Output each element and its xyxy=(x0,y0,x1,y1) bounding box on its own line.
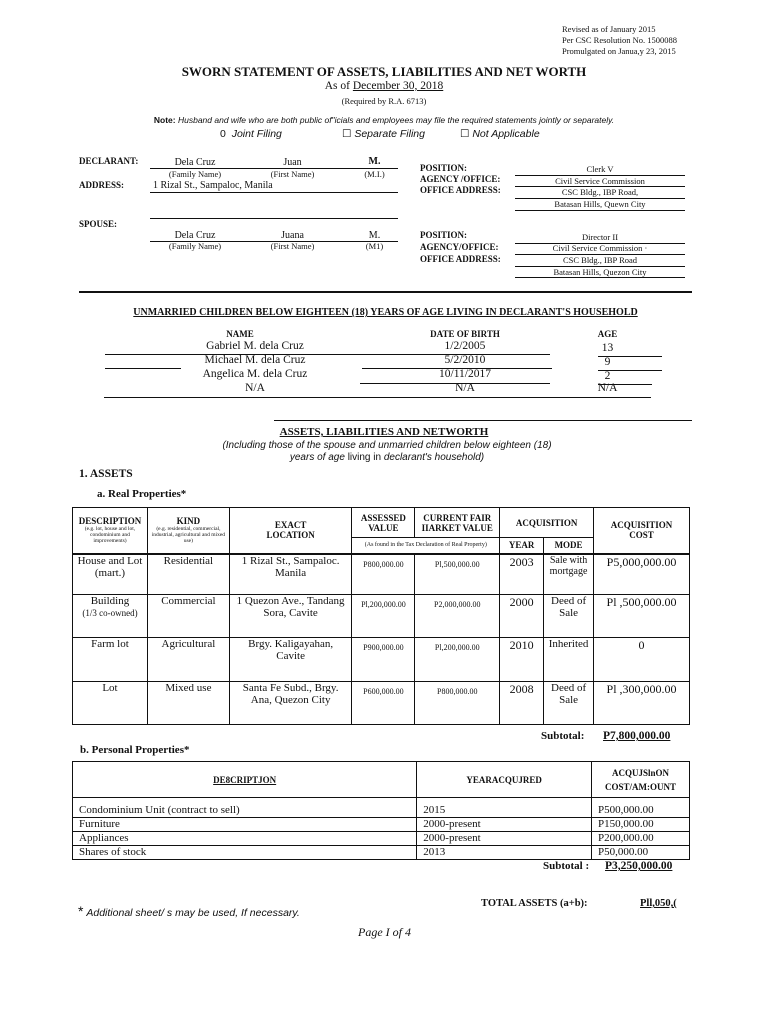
cell-mode: Inherited xyxy=(544,638,594,682)
cell-year: 2013 xyxy=(417,845,592,859)
col-assessed-label-1: ASSESSED xyxy=(360,512,406,523)
cell-year: 2000-present xyxy=(417,831,592,845)
cell-mode: Sale with mortgage xyxy=(544,554,594,595)
note-label: Note: xyxy=(153,115,176,125)
child-dob: 10/11/2017 xyxy=(439,368,491,380)
declarant-office-label: OFFICE ADDRESS: xyxy=(420,185,501,195)
child-age: 2 xyxy=(604,370,611,382)
col-description xyxy=(73,762,417,798)
cell-fair-value: P2,000,000.00 xyxy=(415,595,500,638)
cell-kind: Mixed use xyxy=(147,682,229,725)
cell-description: Furniture xyxy=(73,817,417,831)
alnw-sub-1: (Including those of the spouse and unmarried children below eighteen (18) xyxy=(222,440,552,451)
total-assets-label: TOTAL ASSETS (a+b): xyxy=(481,898,588,909)
col-kind-hint: (e.g. residential, commercial, industrial, agricultural and mixed use) xyxy=(151,526,226,545)
cell-description xyxy=(73,595,148,638)
real-subtotal: P7,800,000.00 xyxy=(603,730,671,742)
declarant-agency: Civil Service Commission xyxy=(555,176,645,186)
col-location xyxy=(229,508,352,554)
list-item xyxy=(100,340,660,354)
real-properties-heading: a. Real Properties* xyxy=(97,488,187,500)
declarant-first-name: Juan xyxy=(283,157,302,168)
footnote xyxy=(78,903,300,919)
cell-location: 1 Quezon Ave., Tandang Sora, Cavite xyxy=(229,595,352,638)
cell-cost: 0 xyxy=(594,638,690,682)
list-item xyxy=(100,354,660,368)
cell-cost: P150,000.00 xyxy=(592,817,690,831)
list-item xyxy=(100,382,660,396)
col-assessed-label-2: VALUE xyxy=(368,522,399,533)
separate-filing-checkbox[interactable]: ☐ xyxy=(342,128,352,140)
revision-line-2: Per CSC Resolution No. 1500088 xyxy=(562,35,677,45)
cell-year: 2010 xyxy=(500,638,544,682)
col-kind xyxy=(147,508,229,554)
declarant-mi: M. xyxy=(368,156,381,167)
cell-fair-value: Pl,200,000.00 xyxy=(415,638,500,682)
child-name: N/A xyxy=(245,382,265,394)
list-item xyxy=(100,368,660,382)
as-of-date: December 30, 2018 xyxy=(352,80,444,92)
child-dob: 1/2/2005 xyxy=(444,340,486,352)
cell-assessed: P900,000.00 xyxy=(352,638,415,682)
separate-filing-label: Separate Filing xyxy=(354,128,425,140)
col-location-label-2: LOCATION xyxy=(266,530,315,541)
real-subtotal-label: Subtotal: xyxy=(541,730,585,742)
declarant-agency-label: AGENCY /OFFICE: xyxy=(420,174,501,184)
declarant-office-address-1: CSC Bldg., IBP Road, xyxy=(561,187,639,197)
as-of-label: As of xyxy=(324,80,350,92)
not-applicable-checkbox[interactable]: ☐ xyxy=(460,128,470,140)
declarant-family-caption: (Family Name) xyxy=(168,169,222,179)
children-col-dob: DATE OF BIRTH xyxy=(430,329,500,339)
spouse-position: Director II xyxy=(581,232,619,242)
cell-location: 1 Rizal St., Sampaloc. Manila xyxy=(229,554,352,595)
child-name: Michael M. dela Cruz xyxy=(204,354,306,366)
spouse-label: SPOUSE: xyxy=(79,219,118,229)
spouse-office-address-1: CSC Bldg., IBP Road xyxy=(562,255,638,265)
col-cost xyxy=(592,762,690,798)
child-age: N/A xyxy=(597,382,618,394)
table-row xyxy=(73,595,690,638)
page-title: SWORN STATEMENT OF ASSETS, LIABILITIES AND NET WORTH xyxy=(181,64,587,79)
revision-note xyxy=(562,24,677,57)
col-description xyxy=(73,508,148,554)
cell-description: Lot xyxy=(73,682,148,725)
cell-description: Shares of stock xyxy=(73,845,417,859)
table-row xyxy=(73,817,690,831)
cell-mode: Deed of Sale xyxy=(544,595,594,638)
declarant-position: Clerk V xyxy=(586,164,614,174)
declarant-label: DECLARANT: xyxy=(79,156,139,166)
cell-cost: P50,000.00 xyxy=(592,845,690,859)
spouse-agency: Civil Service Commission · xyxy=(552,243,648,253)
table-row xyxy=(73,845,690,859)
cell-year: 2000-present xyxy=(417,817,592,831)
cell-fair-value: Pl,500,000.00 xyxy=(415,554,500,595)
alnw-heading: ASSETS, LIABILITIES AND NETWORTH xyxy=(279,426,489,438)
col-fair-label-2: IIARKET VALUE xyxy=(421,522,493,533)
cell-assessed: P600,000.00 xyxy=(352,682,415,725)
cell-year: 2015 xyxy=(417,804,592,818)
cell-cost: P200,000.00 xyxy=(592,831,690,845)
footnote-mark: * xyxy=(78,903,84,919)
alnw-sub-2c: declarant's household) xyxy=(383,452,485,463)
declarant-mi-caption: (M.I.) xyxy=(364,169,385,179)
filing-joint[interactable] xyxy=(220,128,282,140)
spouse-mi-caption: (M1) xyxy=(365,241,384,251)
table-row xyxy=(73,804,690,818)
cell-fair-value: P800,000.00 xyxy=(415,682,500,725)
cell-kind: Commercial xyxy=(147,595,229,638)
spouse-office-address-2: Batasan Hills, Quezon City xyxy=(553,267,647,277)
real-properties-table xyxy=(72,507,690,725)
cell-location: Santa Fe Subd., Brgy. Ana, Quezon City xyxy=(229,682,352,725)
cell-description: Farm lot xyxy=(73,638,148,682)
table-row xyxy=(73,638,690,682)
total-assets-value: Pll,050,( xyxy=(640,898,677,909)
cell-description: Condominium Unit (contract to sell) xyxy=(73,804,417,818)
cell-cost: Pl ,300,000.00 xyxy=(594,682,690,725)
cell-year: 2000 xyxy=(500,595,544,638)
cell-cost: P500,000.00 xyxy=(592,804,690,818)
spouse-family-name: Dela Cruz xyxy=(174,230,216,241)
col-description-label: DESCRIPTION xyxy=(78,516,142,527)
cell-assessed: P800,000.00 xyxy=(352,554,415,595)
spouse-first-caption: (First Name) xyxy=(270,241,315,251)
spouse-agency-label: AGENCY/OFFICE: xyxy=(420,242,499,252)
col-description-hint: (e.g. lot, house and lot, condominium and improvements) xyxy=(84,526,136,545)
spouse-first-name: Juana xyxy=(281,230,304,241)
col-cost-label-2: COST/AM:OUNT xyxy=(605,781,677,792)
cell-kind: Residential xyxy=(147,554,229,595)
personal-properties-heading: b. Personal Properties* xyxy=(80,744,190,756)
revision-line-1: Revised as of January 2015 xyxy=(562,24,656,34)
child-age: 9 xyxy=(604,356,611,368)
table-row xyxy=(73,554,690,595)
spouse-position-label: POSITION: xyxy=(420,230,468,240)
col-kind-label: KIND xyxy=(176,516,201,527)
personal-subtotal: P3,250,000.00 xyxy=(605,860,673,872)
child-age: 13 xyxy=(601,342,614,354)
note-text: Husband and wife who are both public of"icials and employees may file the required statements jointly or separately. xyxy=(177,115,615,125)
table-row xyxy=(73,831,690,845)
cell-cost: P5,000,000.00 xyxy=(594,554,690,595)
col-year-acquired: YEARACQUJRED xyxy=(417,762,592,798)
col-acquisition: ACQUISITION xyxy=(500,508,594,538)
required-by: (Required by R.A. 6713) xyxy=(341,96,427,106)
col-fair-value xyxy=(415,508,500,538)
col-year: YEAR xyxy=(500,538,544,554)
children-col-name: NAME xyxy=(226,329,254,339)
child-name: Gabriel M. dela Cruz xyxy=(206,340,304,352)
cell-description: House and Lot (mart.) xyxy=(73,554,148,595)
col-mode: MODE xyxy=(544,538,594,554)
alnw-sub-2 xyxy=(0,452,768,463)
personal-properties-table xyxy=(72,761,690,860)
col-cost-label-1: ACQUJSlnON xyxy=(612,767,670,778)
not-applicable-label: Not Applicable xyxy=(472,128,540,140)
child-dob: N/A xyxy=(455,382,475,394)
filing-separate[interactable] xyxy=(342,128,425,140)
children-heading: UNMARRIED CHILDREN BELOW EIGHTEEN (18) YEARS OF AGE LIVING IN DECLARANT'S HOUSEHOLD xyxy=(133,307,638,318)
spouse-mi: M. xyxy=(368,230,381,241)
col-tax-declaration-note xyxy=(352,538,500,554)
table-row xyxy=(73,682,690,725)
child-name: Angelica M. dela Cruz xyxy=(202,368,308,380)
col-location-label-1: EXACT xyxy=(274,520,307,531)
cell-kind: Agricultural xyxy=(147,638,229,682)
revision-line-3: Promulgated on Janua,y 23, 2015 xyxy=(562,46,676,56)
cell-cost: Pl ,500,000.00 xyxy=(594,595,690,638)
footnote-text: Additional sheet/ s may be used, If necessary. xyxy=(86,907,300,919)
joint-filing-label: Joint Filing xyxy=(231,128,282,140)
alnw-sub-2b: living in xyxy=(347,452,382,463)
personal-subtotal-label: Subtotal : xyxy=(543,860,590,872)
declarant-office-address-2: Batasan Hills, Quewn City xyxy=(554,199,646,209)
as-of xyxy=(0,80,768,92)
spouse-family-caption: (Family Name) xyxy=(168,241,222,251)
tax-declaration-note: (As found in the Tax Declaration of Real Property) xyxy=(364,542,487,549)
cell-year: 2008 xyxy=(500,682,544,725)
cell-location: Brgy. Kaligayahan, Cavite xyxy=(229,638,352,682)
declarant-first-caption: (First Name) xyxy=(270,169,315,179)
declarant-family-name: Dela Cruz xyxy=(174,157,216,168)
declarant-address: 1 Rizal St., Sampaloc, Manila xyxy=(153,180,273,191)
cell-description-note: (1/3 co-owned) xyxy=(82,608,138,618)
child-dob: 5/2/2010 xyxy=(444,354,486,366)
col-fair-label-1: CURRENT FAIR xyxy=(423,512,492,523)
alnw-sub-2a: years of age xyxy=(289,452,345,463)
declarant-position-label: POSITION: xyxy=(420,163,468,173)
children-col-age: AGE xyxy=(597,329,618,339)
note xyxy=(0,115,768,125)
assets-heading: 1. ASSETS xyxy=(79,468,133,480)
cell-assessed: Pl,200,000.00 xyxy=(352,595,415,638)
joint-filing-checkbox[interactable]: 0 xyxy=(220,128,226,140)
cell-description-text: Building xyxy=(90,595,130,607)
col-acquisition-cost xyxy=(594,508,690,554)
cell-year: 2003 xyxy=(500,554,544,595)
col-cost-label-2: COST xyxy=(629,530,654,541)
filing-not-applicable[interactable] xyxy=(460,128,540,140)
page-number: Page I of 4 xyxy=(358,925,411,939)
col-cost-label-1: ACQUISITION xyxy=(610,520,673,531)
col-description-label: DE8CRIPTJON xyxy=(213,774,277,785)
cell-description: Appliances xyxy=(73,831,417,845)
col-assessed xyxy=(352,508,415,538)
address-label: ADDRESS: xyxy=(79,180,125,190)
spouse-office-label: OFFICE ADDRESS: xyxy=(420,254,501,264)
cell-mode: Deed of Sale xyxy=(544,682,594,725)
